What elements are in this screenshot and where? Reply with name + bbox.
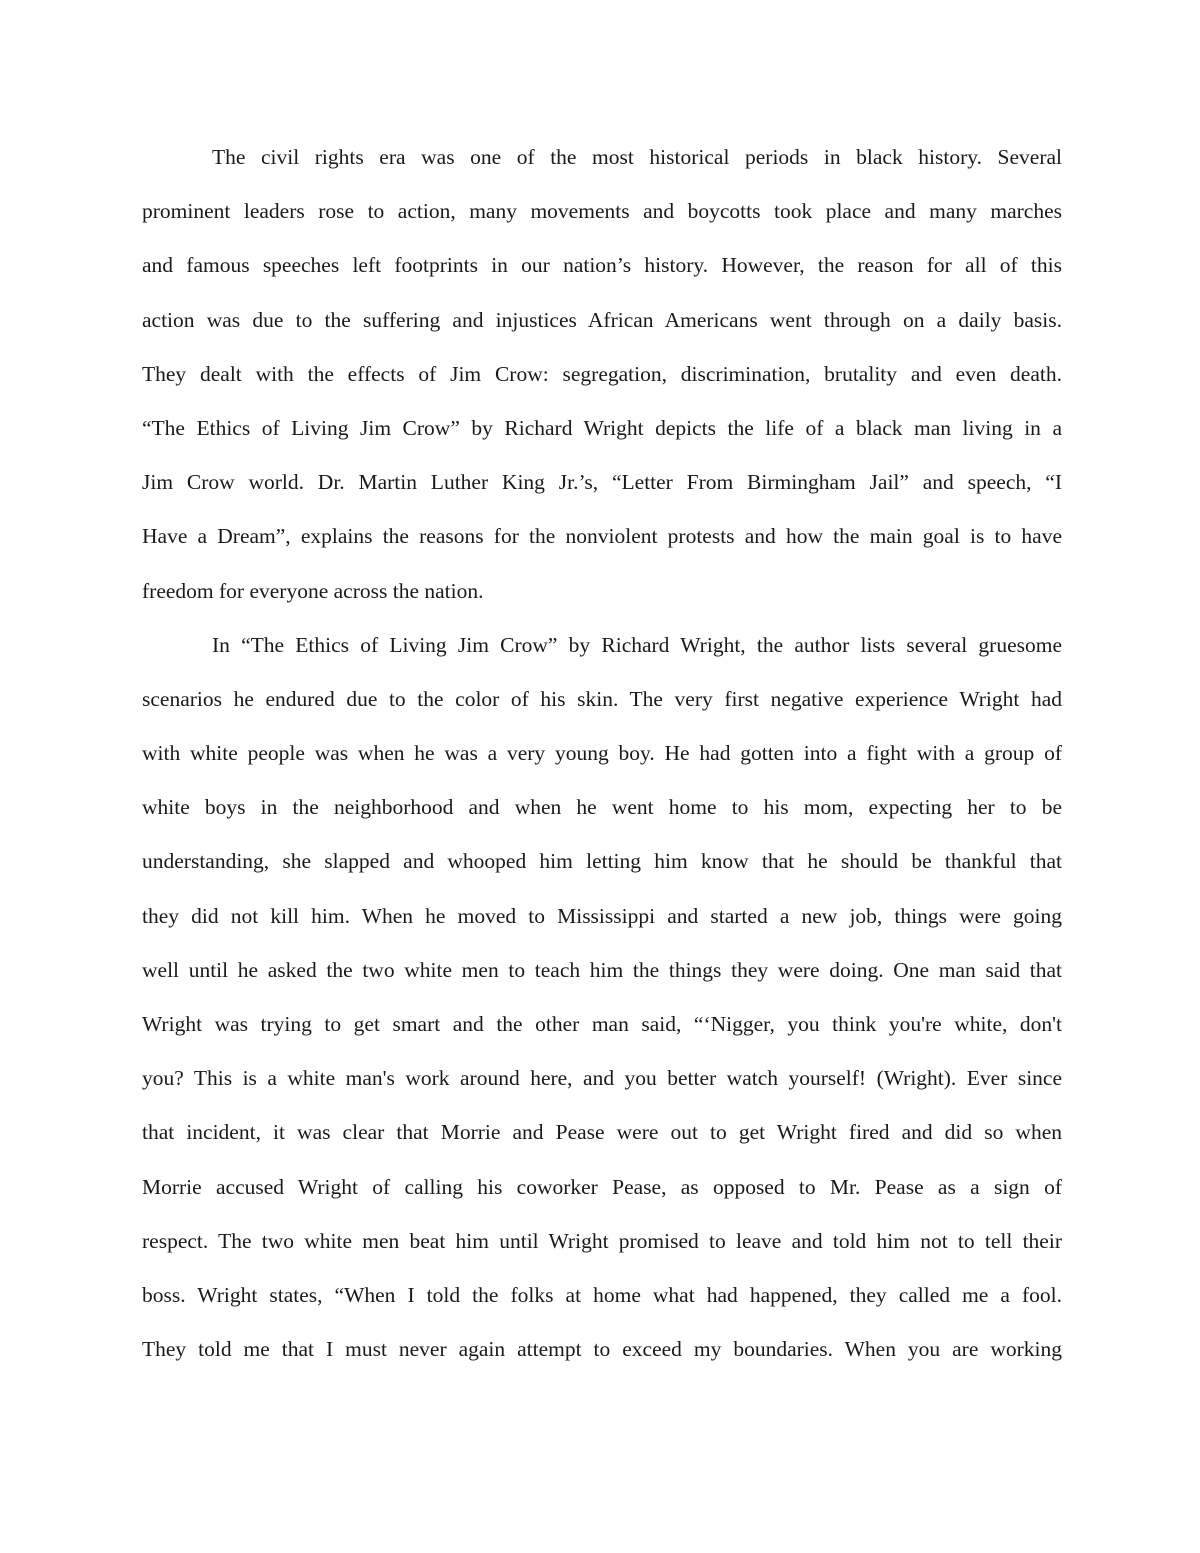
text-line: prominent leaders rose to action, many movements and boycotts took place and many marches <box>142 199 1062 224</box>
text-line: Wright was trying to get smart and the other man said, “‘Nigger, you think you're white, don't <box>142 1012 1062 1036</box>
text-line: you? This is a white man's work around here, and you better watch yourself! (Wright). Ever since <box>142 1066 1062 1091</box>
paragraph-1 <box>142 130 1062 618</box>
text-line: scenarios he endured due to the color of his skin. The very first negative experience Wright had <box>142 686 1062 711</box>
text-line: respect. The two white men beat him until Wright promised to leave and told him not to tell their <box>142 1228 1062 1253</box>
text-line: white boys in the neighborhood and when he went home to his mom, expecting her to be <box>142 795 1062 820</box>
text-line: “The Ethics of Living Jim Crow” by Richard Wright depicts the life of a black man living in a <box>142 415 1062 440</box>
text-line: freedom for everyone across the nation. <box>142 578 484 603</box>
text-line: They dealt with the effects of Jim Crow: segregation, discrimination, brutality and even death. <box>142 361 1062 386</box>
text-line: with white people was when he was a very young boy. He had gotten into a fight with a group of <box>142 741 1062 766</box>
essay-body <box>142 130 1062 1376</box>
paragraph-2 <box>142 618 1062 1377</box>
text-line: understanding, she slapped and whooped him letting him know that he should be thankful that <box>142 849 1062 874</box>
text-line: boss. Wright states, “When I told the folks at home what had happened, they called me a fool. <box>142 1282 1062 1307</box>
text-line: action was due to the suffering and injustices African Americans went through on a daily basis. <box>142 307 1062 332</box>
text-line: In “The Ethics of Living Jim Crow” by Richard Wright, the author lists several gruesome <box>212 632 1062 657</box>
text-line: well until he asked the two white men to teach him the things they were doing. One man said that <box>142 957 1062 982</box>
text-line: They told me that I must never again attempt to exceed my boundaries. When you are working <box>142 1337 1062 1362</box>
text-line: The civil rights era was one of the most historical periods in black history. Several <box>212 145 1062 169</box>
text-line: Morrie accused Wright of calling his coworker Pease, as opposed to Mr. Pease as a sign of <box>142 1174 1062 1199</box>
text-line: Jim Crow world. Dr. Martin Luther King Jr.’s, “Letter From Birmingham Jail” and speech, “I <box>142 470 1062 495</box>
text-line: Have a Dream”, explains the reasons for the nonviolent protests and how the main goal is to have <box>142 524 1062 549</box>
text-line: they did not kill him. When he moved to Mississippi and started a new job, things were going <box>142 903 1062 928</box>
text-line: and famous speeches left footprints in our nation’s history. However, the reason for all of this <box>142 253 1062 278</box>
text-line: that incident, it was clear that Morrie and Pease were out to get Wright fired and did so when <box>142 1120 1062 1145</box>
